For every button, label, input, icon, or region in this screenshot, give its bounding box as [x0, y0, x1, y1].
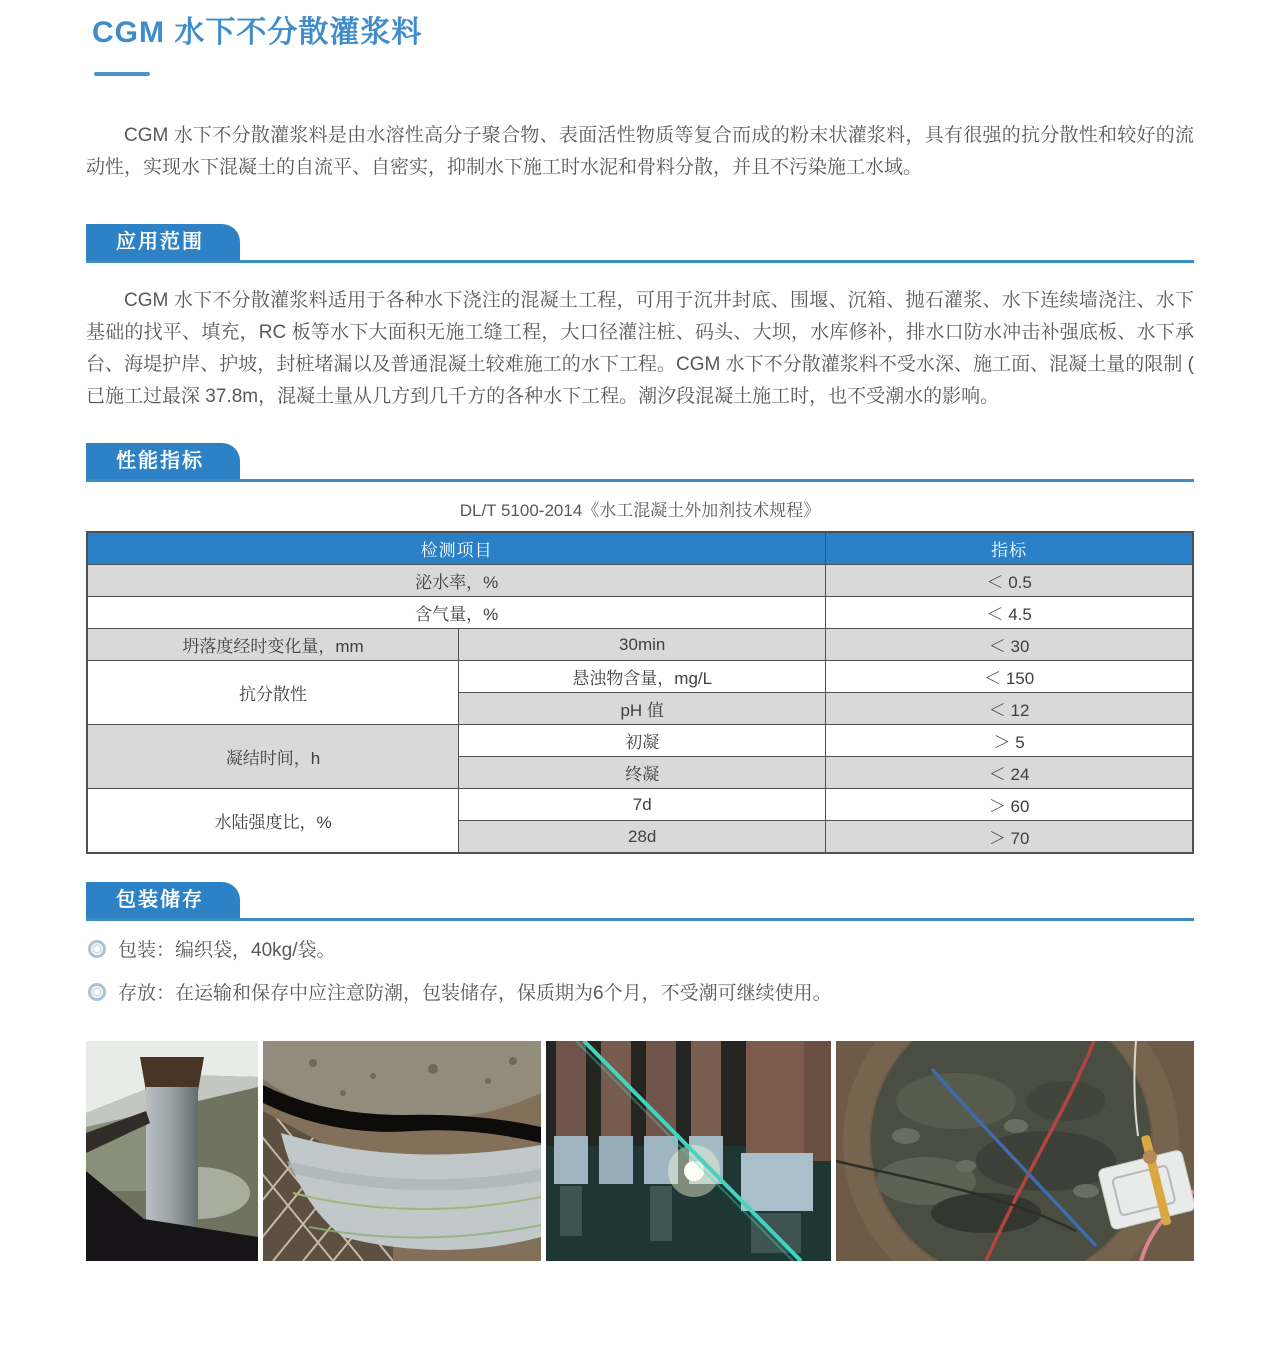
- cell-sub-item: 28d: [459, 821, 826, 854]
- table-row: [87, 789, 1193, 821]
- cell-index-value: ＞ 70: [826, 821, 1193, 854]
- cell-sub-item: 7d: [459, 789, 826, 821]
- section-tab-label: 性能指标: [116, 450, 204, 472]
- packaging-item-text: 包装：编织袋，40kg/袋。: [118, 940, 336, 961]
- section-header-performance: [86, 443, 1194, 482]
- col-header-test-item: 检测项目: [87, 532, 826, 565]
- application-paragraph: CGM 水下不分散灌浆料适用于各种水下浇注的混凝土工程，可用于沉井封底、围堰、沉箱、抛石灌浆、水下连续墙浇注、水下基础的找平、填充，RC 板等水下大面积无施工缝工程，大口径灌注桩、码头、大坝，水库修补，排水口防水冲击补强底板、水下承台、海堤护岸、护坡，封桩堵漏以及普通混凝土较难施工的水下工程。CGM 水下不分散灌浆料不受水深、施工面、混凝土量的限制 ( 已施工过最深 37.8m，混凝土量从几方到几千方的各种水下工程。潮汐段混凝土施工时，也不受潮水的影响。: [86, 290, 1194, 407]
- table-row: [87, 725, 1193, 757]
- section-rule: [86, 479, 1194, 482]
- section-rule: [86, 260, 1194, 263]
- cell-sub-item: 悬浊物含量，mg/L: [459, 661, 826, 693]
- cell-index-value: ＜ 150: [826, 661, 1193, 693]
- packaging-item: [88, 978, 1194, 1005]
- cell-test-item: 含气量，%: [87, 597, 826, 629]
- section-tab-performance: [86, 443, 240, 479]
- cell-index-value: ＞ 60: [826, 789, 1193, 821]
- intro-paragraph: CGM 水下不分散灌浆料是由水溶性高分子聚合物、表面活性物质等复合而成的粉末状灌浆料，具有很强的抗分散性和较好的流动性，实现水下混凝土的自流平、自密实，抑制水下施工时水泥和骨料分散，并且不污染施工水域。: [86, 125, 1194, 178]
- cell-index-value: ＜ 4.5: [826, 597, 1193, 629]
- cell-index-value: ＜ 30: [826, 629, 1193, 661]
- page-title: CGM 水下不分散灌浆料: [92, 16, 423, 49]
- photo-grouted-pile-under-structure: [86, 1041, 258, 1261]
- cell-index-value: ＜ 0.5: [826, 565, 1193, 597]
- section-tab-label: 应用范围: [116, 231, 204, 253]
- cell-sub-item: 终凝: [459, 757, 826, 789]
- cell-test-item: 坍落度经时变化量，mm: [87, 629, 459, 661]
- table-row: [87, 661, 1193, 693]
- cell-sub-item: 初凝: [459, 725, 826, 757]
- cell-test-item: 抗分散性: [87, 661, 459, 725]
- datasheet-page: [0, 14, 1280, 1261]
- section-tab-packaging: [86, 882, 240, 918]
- table-header-row: [87, 532, 1193, 565]
- title-underline: [94, 72, 150, 76]
- ring-bullet-icon: [88, 983, 106, 1001]
- table-row: [87, 629, 1193, 661]
- cell-test-item: 水陆强度比，%: [87, 789, 459, 854]
- photo-strip: [86, 1041, 1194, 1261]
- cell-index-value: ＜ 12: [826, 693, 1193, 725]
- packaging-item: [88, 935, 1194, 962]
- section-header-application: [86, 224, 1194, 263]
- packaging-item-text: 存放：在运输和保存中应注意防潮，包装储存，保质期为6个月，不受潮可继续使用。: [118, 983, 832, 1004]
- cell-index-value: ＜ 24: [826, 757, 1193, 789]
- section-rule: [86, 918, 1194, 921]
- cell-index-value: ＞ 5: [826, 725, 1193, 757]
- table-row: [87, 565, 1193, 597]
- standard-reference: DL/T 5100-2014《水工混凝土外加剂技术规程》: [459, 501, 821, 520]
- section-tab-application: [86, 224, 240, 260]
- performance-table: [86, 531, 1194, 854]
- cell-test-item: 凝结时间，h: [87, 725, 459, 789]
- section-header-packaging: [86, 882, 1194, 921]
- col-header-index: 指标: [826, 532, 1193, 565]
- section-tab-label: 包装储存: [116, 889, 204, 911]
- cell-sub-item: 30min: [459, 629, 826, 661]
- cell-test-item: 泌水率，%: [87, 565, 826, 597]
- table-row: [87, 597, 1193, 629]
- photo-underwater-piers-night: [546, 1041, 831, 1261]
- ring-bullet-icon: [88, 940, 106, 958]
- photo-pile-repair-collar-closeup: [263, 1041, 541, 1261]
- photo-caisson-excavation-top-view: [836, 1041, 1194, 1261]
- cell-sub-item: pH 值: [459, 693, 826, 725]
